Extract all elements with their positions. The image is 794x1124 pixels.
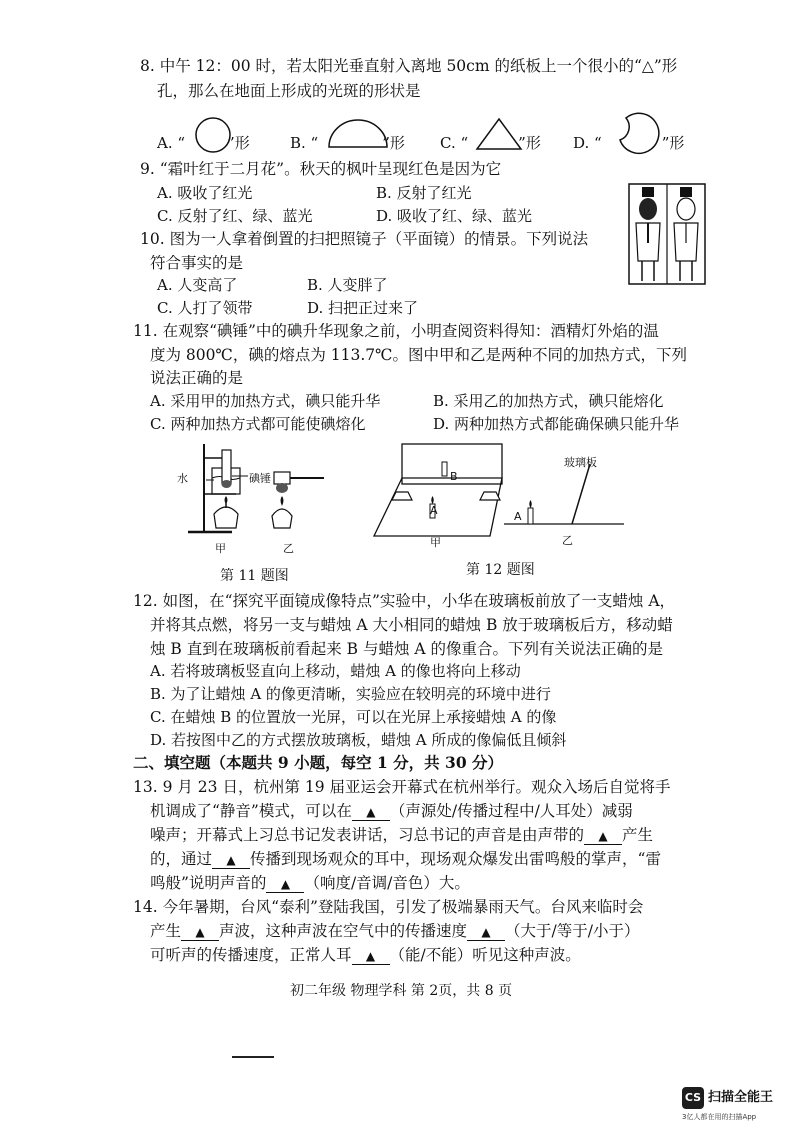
q12-option-d[interactable]: D. 若按图中乙的方式摆放玻璃板，蜡烛 A 所成的像偏低且倾斜 bbox=[150, 731, 567, 749]
q10-line1: 10. 图为一人拿着倒置的扫把照镜子（平面镜）的情景。下列说法 bbox=[140, 230, 589, 248]
scanner-name: 扫描全能王 bbox=[708, 1090, 774, 1105]
q14-line1: 14. 今年暑期，台风“泰利”登陆我国，引发了极端暴雨天气。台风来临时会 bbox=[133, 898, 644, 916]
q12-line2: 并将其点燃，将另一支与蜡烛 A 大小相同的蜡烛 B 放于玻璃板后方，移动蜡 bbox=[150, 616, 673, 634]
q12-option-a[interactable]: A. 若将玻璃板竖直向上移动，蜡烛 A 的像也将向上移动 bbox=[150, 662, 521, 680]
semicircle-shape-icon bbox=[326, 118, 390, 150]
camscanner-logo-icon: CS bbox=[682, 1087, 704, 1109]
q12-line3: 烛 B 直到在玻璃板前看起来 B 与蜡烛 A 的像重合。下列有关说法正确的是 bbox=[150, 640, 664, 658]
q9-option-b[interactable]: B. 反射了红光 bbox=[376, 184, 472, 202]
q9-option-a[interactable]: A. 吸收了红光 bbox=[157, 184, 253, 202]
q13-blank-4[interactable]: ▲ bbox=[266, 876, 304, 893]
q10-line2: 符合事实的是 bbox=[150, 254, 244, 272]
page-footer: 初二年级 物理学科 第 2页，共 8 页 bbox=[290, 983, 513, 999]
q13-line5: 鸣般”说明声音的 ▲ （响度/音调/音色）大。 bbox=[150, 874, 470, 892]
fig11-label-iodine: 碘锤 bbox=[249, 472, 271, 485]
q13-blank-2[interactable]: ▲ bbox=[584, 828, 622, 845]
q13-blank-3[interactable]: ▲ bbox=[212, 852, 250, 869]
fig11-label-yi: 乙 bbox=[283, 542, 294, 555]
crescent-shape-icon bbox=[612, 110, 662, 158]
fig12-label-b: B bbox=[450, 470, 458, 483]
circle-shape-icon bbox=[192, 116, 234, 154]
q8-line2: 孔，那么在地面上形成的光斑的形状是 bbox=[157, 82, 421, 100]
q11-option-a[interactable]: A. 采用甲的加热方式，碘只能升华 bbox=[150, 392, 381, 410]
q12-option-b[interactable]: B. 为了让蜡烛 A 的像更清晰，实验应在较明亮的环境中进行 bbox=[150, 685, 551, 703]
fig12-diagram bbox=[372, 436, 632, 546]
q13-blank-1[interactable]: ▲ bbox=[352, 804, 390, 821]
q11-line3: 说法正确的是 bbox=[150, 369, 244, 387]
q12-option-c[interactable]: C. 在蜡烛 B 的位置放一光屏，可以在光屏上承接蜡烛 A 的像 bbox=[150, 708, 557, 726]
scan-mark bbox=[232, 1056, 274, 1058]
q8-option-a[interactable]: A. “ ”形 bbox=[157, 134, 250, 152]
q14-blank-3[interactable]: ▲ bbox=[352, 948, 390, 965]
q14-blank-1[interactable]: ▲ bbox=[181, 924, 219, 941]
q13-line3: 噪声；开幕式上习总书记发表讲话，习总书记的声音是由声带的 ▲ 产生 bbox=[150, 826, 654, 844]
q10-option-a[interactable]: A. 人变高了 bbox=[157, 276, 238, 294]
q11-option-c[interactable]: C. 两种加热方式都可能使碘熔化 bbox=[150, 415, 366, 433]
fig12-label-jia: 甲 bbox=[430, 536, 441, 549]
triangle-shape-icon bbox=[474, 116, 524, 152]
q9-option-d[interactable]: D. 吸收了红、绿、蓝光 bbox=[376, 207, 533, 225]
q11-line1: 11. 在观察“碘锤”中的碘升华现象之前，小明查阅资料得知：酒精灯外焰的温 bbox=[133, 322, 659, 340]
q10-option-b[interactable]: B. 人变胖了 bbox=[307, 276, 388, 294]
q8-line1: 8. 中午 12：00 时，若太阳光垂直射入离地 50cm 的纸板上一个很小的“△”形 bbox=[140, 57, 678, 75]
q14-blank-2[interactable]: ▲ bbox=[467, 924, 505, 941]
q11-option-d[interactable]: D. 两种加热方式都能确保碘只能升华 bbox=[433, 415, 680, 433]
scanner-slogan: 3亿人都在用的扫描App bbox=[682, 1113, 757, 1121]
fig11-label-jia: 甲 bbox=[215, 542, 226, 555]
fig12-label-yi: 乙 bbox=[562, 534, 573, 547]
q11-option-b[interactable]: B. 采用乙的加热方式，碘只能熔化 bbox=[433, 392, 664, 410]
q8-option-d[interactable]: D. “ ”形 bbox=[573, 134, 685, 152]
q14-line3: 可听声的传播速度，正常人耳 ▲ （能/不能）听见这种声波。 bbox=[150, 946, 581, 964]
fig12-label-a2: A bbox=[514, 510, 522, 523]
q8-option-c[interactable]: C. “ ”形 bbox=[440, 134, 541, 152]
fig12-label-a: A bbox=[430, 504, 438, 517]
section-fill-in-title: 二、填空题（本题共 9 小题，每空 1 分，共 30 分） bbox=[133, 753, 504, 772]
q10-option-c[interactable]: C. 人打了领带 bbox=[157, 299, 253, 317]
fig11-caption: 第 11 题图 bbox=[220, 568, 289, 584]
q12-line1: 12. 如图，在“探究平面镜成像特点”实验中，小华在玻璃板前放了一支蜡烛 A， bbox=[133, 592, 676, 610]
q9-option-c[interactable]: C. 反射了红、绿、蓝光 bbox=[157, 207, 313, 225]
fig12-caption: 第 12 题图 bbox=[466, 562, 535, 578]
fig11-diagram bbox=[170, 436, 340, 546]
fig11-label-water: 水 bbox=[177, 472, 188, 485]
q13-line2: 机调成了“静音”模式，可以在 ▲ （声源处/传播过程中/人耳处）减弱 bbox=[150, 802, 633, 820]
q11-line2: 度为 800℃，碘的熔点为 113.7℃。图中甲和乙是两种不同的加热方式，下列 bbox=[150, 346, 687, 364]
q14-line2: 产生 ▲ 声波，这种声波在空气中的传播速度 ▲ （大于/等于/小于） bbox=[150, 922, 640, 940]
q13-line4: 的，通过 ▲ 传播到现场观众的耳中，现场观众爆发出雷鸣般的掌声，“雷 bbox=[150, 850, 661, 868]
q10-option-d[interactable]: D. 扫把正过来了 bbox=[307, 299, 419, 317]
q9-stem: 9. “霜叶红于二月花”。秋天的枫叶呈现红色是因为它 bbox=[140, 160, 502, 178]
fig12-label-glass: 玻璃板 bbox=[564, 456, 597, 469]
q8-option-b[interactable]: B. “ ”形 bbox=[290, 134, 405, 152]
q13-line1: 13. 9 月 23 日，杭州第 19 届亚运会开幕式在杭州举行。观众入场后自觉将手 bbox=[133, 778, 671, 796]
mirror-person-figure bbox=[628, 183, 706, 285]
